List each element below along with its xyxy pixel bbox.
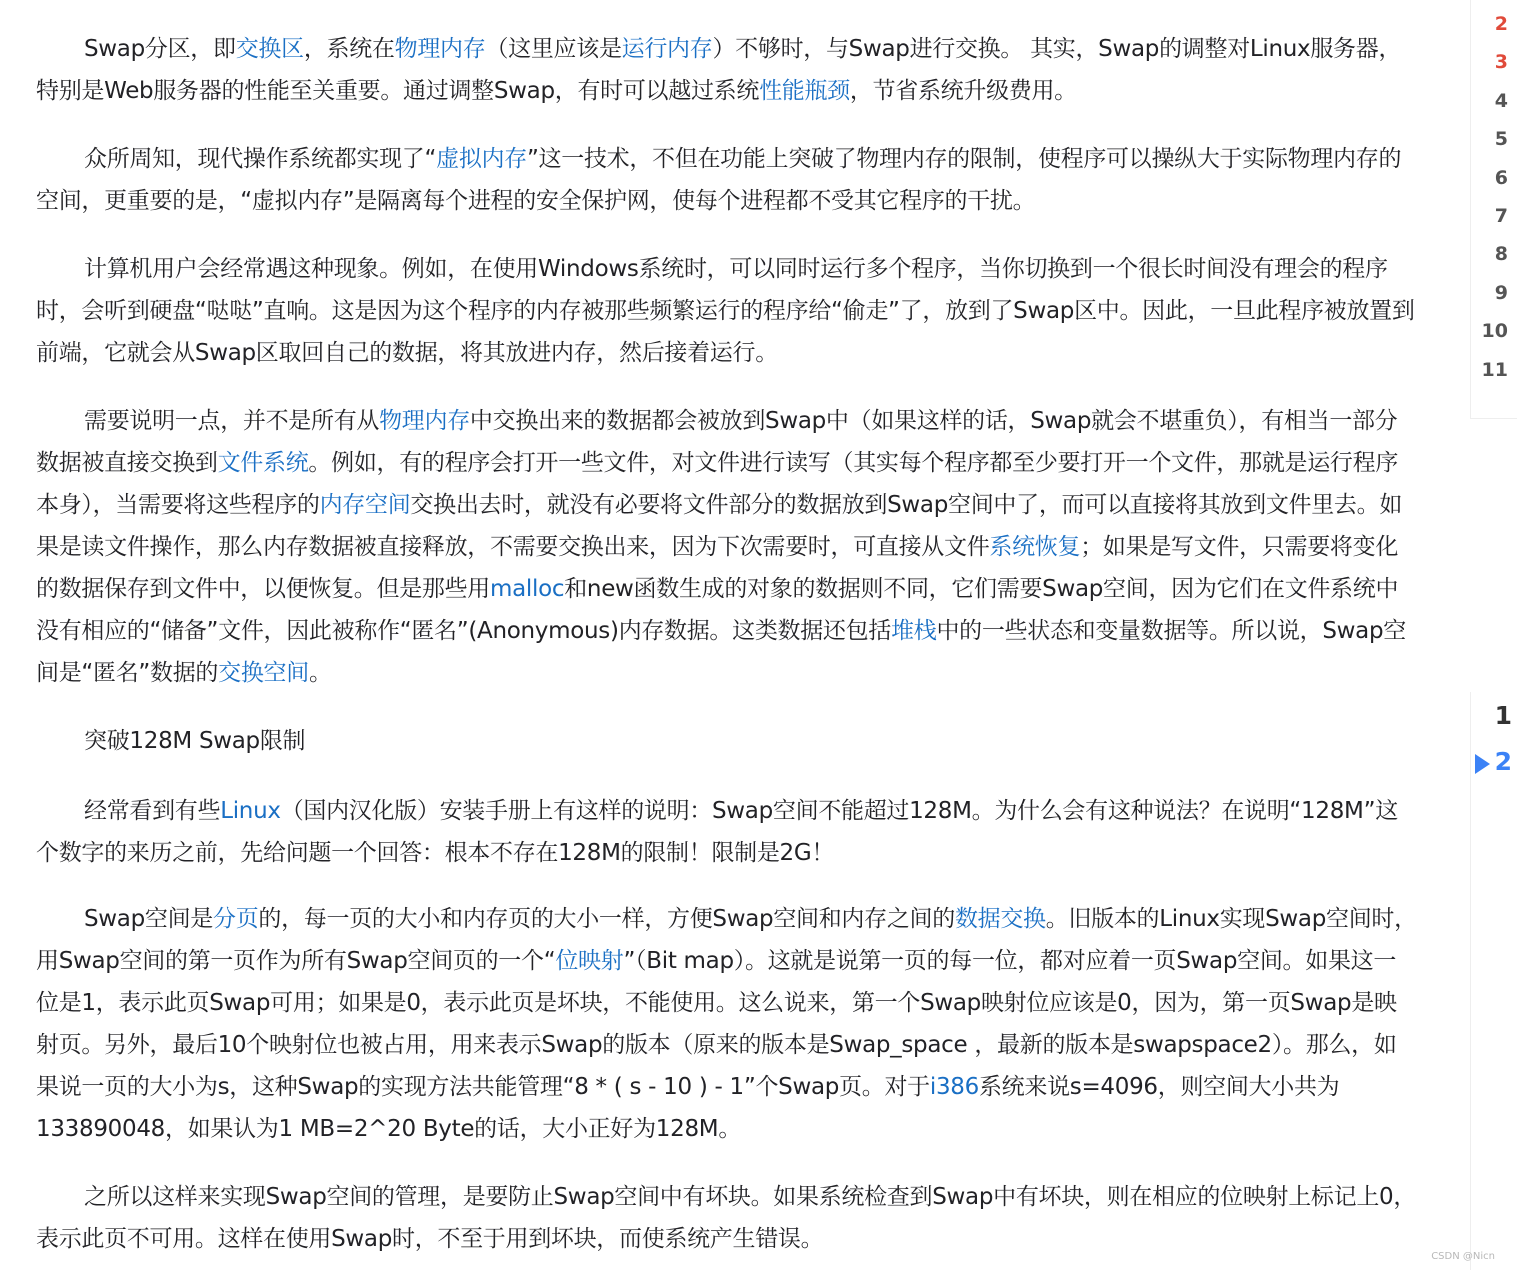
text-run: ”（Bit map）。这就是说第一页的每一位，都对应着一页Swap空间。如果这一位是1，表示此页Swap可用；如果是0，表示此页是坏块，不能使用。这么说来，第一个Swap映射位应该是0，因为，第一页Swap是映射页。另外，最后10个映射位也被占用，用来表示Swap的版本（原来的版本是Swap_space ，最新的版本是swapspace2）。那么，如果说一页的大小为s，这种Swap的实现方法共能管理“8 * ( s - 10 ) - 1”个Swap页。对于 bbox=[36, 948, 1397, 1100]
text-run: （国内汉化版）安装手册上有这样的说明：Swap空间不能超过128M。为什么会有这种说法？在说明“128M”这个数字的来历之前，先给问题一个回答：根本不存在128M的限制！限制是2G！ bbox=[36, 798, 1398, 866]
paragraph bbox=[36, 898, 1418, 1150]
code-line-numbers-lower bbox=[1470, 692, 1517, 1270]
paragraph bbox=[36, 400, 1418, 694]
paragraph bbox=[36, 248, 1418, 374]
line-number: 3 bbox=[1494, 51, 1508, 74]
line-number: 6 bbox=[1494, 166, 1508, 189]
inline-link[interactable]: Linux bbox=[220, 798, 281, 824]
inline-link[interactable]: 位映射 bbox=[555, 948, 624, 974]
paragraph bbox=[36, 1176, 1418, 1260]
text-run: ；如果是写文件，只需要将变化的数据保存到文件中，以便恢复。但是那些用 bbox=[36, 534, 1399, 602]
text-run: 之所以这样来实现Swap空间的管理，是要防止Swap空间中有坏块。如果系统检查到Swap中有坏块，则在相应的位映射上标记上0，表示此页不可用。这样在使用Swap时，不至于用到坏块，而使系统产生错误。 bbox=[36, 1184, 1417, 1252]
paragraph bbox=[36, 28, 1418, 112]
inline-link[interactable]: 运行内存 bbox=[621, 36, 713, 62]
line-number: 8 bbox=[1494, 243, 1508, 266]
line-number: 7 bbox=[1494, 205, 1508, 227]
paragraph bbox=[36, 790, 1418, 874]
text-run: 需要说明一点，并不是所有从 bbox=[84, 408, 380, 434]
inline-link[interactable]: 数据交换 bbox=[954, 906, 1046, 932]
inline-link[interactable]: 虚拟内存 bbox=[436, 146, 527, 172]
inline-link[interactable]: 性能瓶颈 bbox=[759, 78, 850, 104]
text-run: 计算机用户会经常遇这种现象。例如，在使用Windows系统时，可以同时运行多个程序，当你切换到一个很长时间没有理会的程序时，会听到硬盘“哒哒”直响。这是因为这个程序的内存被那些频繁运行的程序给“偷走”了，放到了Swap区中。因此，一旦此程序被放置到前端，它就会从Swap区取回自己的数据，将其放进内存，然后接着运行。 bbox=[36, 256, 1415, 366]
section-heading bbox=[36, 720, 1418, 762]
paragraph bbox=[36, 138, 1418, 222]
text-run: 的，每一页的大小和内存页的大小一样，方便Swap空间和内存之间的 bbox=[258, 906, 955, 932]
inline-link[interactable]: i386 bbox=[929, 1074, 979, 1100]
inline-link[interactable]: 系统恢复 bbox=[989, 534, 1081, 560]
inline-link[interactable]: 内存空间 bbox=[319, 492, 411, 518]
line-number[interactable]: 1 bbox=[1494, 701, 1512, 730]
text-run: ，节省系统升级费用。 bbox=[849, 78, 1077, 104]
text-run: 。旧版本的Linux实现Swap空间时，用Swap空间的第一页作为所有Swap空间页的一个“ bbox=[36, 906, 1417, 974]
text-run: Swap分区，即 bbox=[84, 36, 236, 62]
inline-link[interactable]: 交换区 bbox=[235, 36, 304, 62]
line-number: 9 bbox=[1494, 281, 1508, 304]
text-run: 中的一些状态和变量数据等。所以说，Swap空间是“匿名”数据的 bbox=[36, 618, 1406, 686]
text-run: ）不够时，与Swap进行交换。 其实，Swap的调整对Linux服务器，特别是Web服务器的性能至关重要。通过调整Swap，有时可以越过系统 bbox=[36, 36, 1402, 104]
inline-link[interactable]: 堆栈 bbox=[891, 618, 937, 644]
text-run: 和new函数生成的对象的数据则不同，它们需要Swap空间，因为它们在文件系统中没有相应的“储备”文件，因此被称作“匿名”(Anonymous)内存数据。这类数据还包括 bbox=[36, 576, 1399, 644]
play-triangle-icon[interactable] bbox=[1475, 754, 1490, 774]
text-run: Swap空间是 bbox=[84, 906, 214, 932]
text-run: 。例如，有的程序会打开一些文件，对文件进行读写（其实每个程序都至少要打开一个文件，那就是运行程序本身），当需要将这些程序的 bbox=[36, 450, 1399, 518]
text-run: 众所周知，现代操作系统都实现了“ bbox=[84, 146, 437, 172]
line-number: 4 bbox=[1494, 89, 1508, 112]
text-run: 突破128M Swap限制 bbox=[84, 728, 306, 754]
text-run: （这里应该是 bbox=[485, 36, 622, 62]
code-line-numbers bbox=[1470, 0, 1517, 419]
inline-link[interactable]: 物理内存 bbox=[394, 36, 486, 62]
line-number: 2 bbox=[1494, 13, 1508, 35]
text-run: ”这一技术，不但在功能上突破了物理内存的限制，使程序可以操纵大于实际物理内存的空间，更重要的是，“虚拟内存”是隔离每个进程的安全保护网，使每个进程都不受其它程序的干扰。 bbox=[36, 146, 1402, 214]
text-run: 中交换出来的数据都会被放到Swap中（如果这样的话，Swap就会不堪重负），有相当一部分数据被直接交换到 bbox=[36, 408, 1398, 476]
line-number: 5 bbox=[1494, 128, 1508, 151]
line-number-active[interactable]: 2 bbox=[1494, 747, 1512, 776]
inline-link[interactable]: 物理内存 bbox=[379, 408, 470, 434]
watermark: CSDN @Nicn bbox=[1431, 1251, 1495, 1262]
text-run: 经常看到有些 bbox=[84, 798, 221, 824]
inline-link[interactable]: 交换空间 bbox=[218, 660, 309, 686]
inline-link[interactable]: 文件系统 bbox=[217, 450, 309, 476]
text-run: ，系统在 bbox=[303, 36, 395, 62]
inline-link[interactable]: 分页 bbox=[213, 906, 259, 932]
inline-link[interactable]: malloc bbox=[490, 576, 565, 602]
line-number: 11 bbox=[1481, 358, 1508, 381]
line-number: 10 bbox=[1481, 320, 1508, 343]
text-run: 。 bbox=[308, 660, 332, 686]
text-run: 系统来说s=4096，则空间大小共为133890048，如果认为1 MB=2^20 Byte的话，大小正好为128M。 bbox=[36, 1074, 1340, 1142]
text-run: 交换出去时，就没有必要将文件部分的数据放到Swap空间中了，而可以直接将其放到文件里去。如果是读文件操作，那么内存数据被直接释放，不需要交换出来，因为下次需要时，可直接从文件 bbox=[36, 492, 1403, 560]
